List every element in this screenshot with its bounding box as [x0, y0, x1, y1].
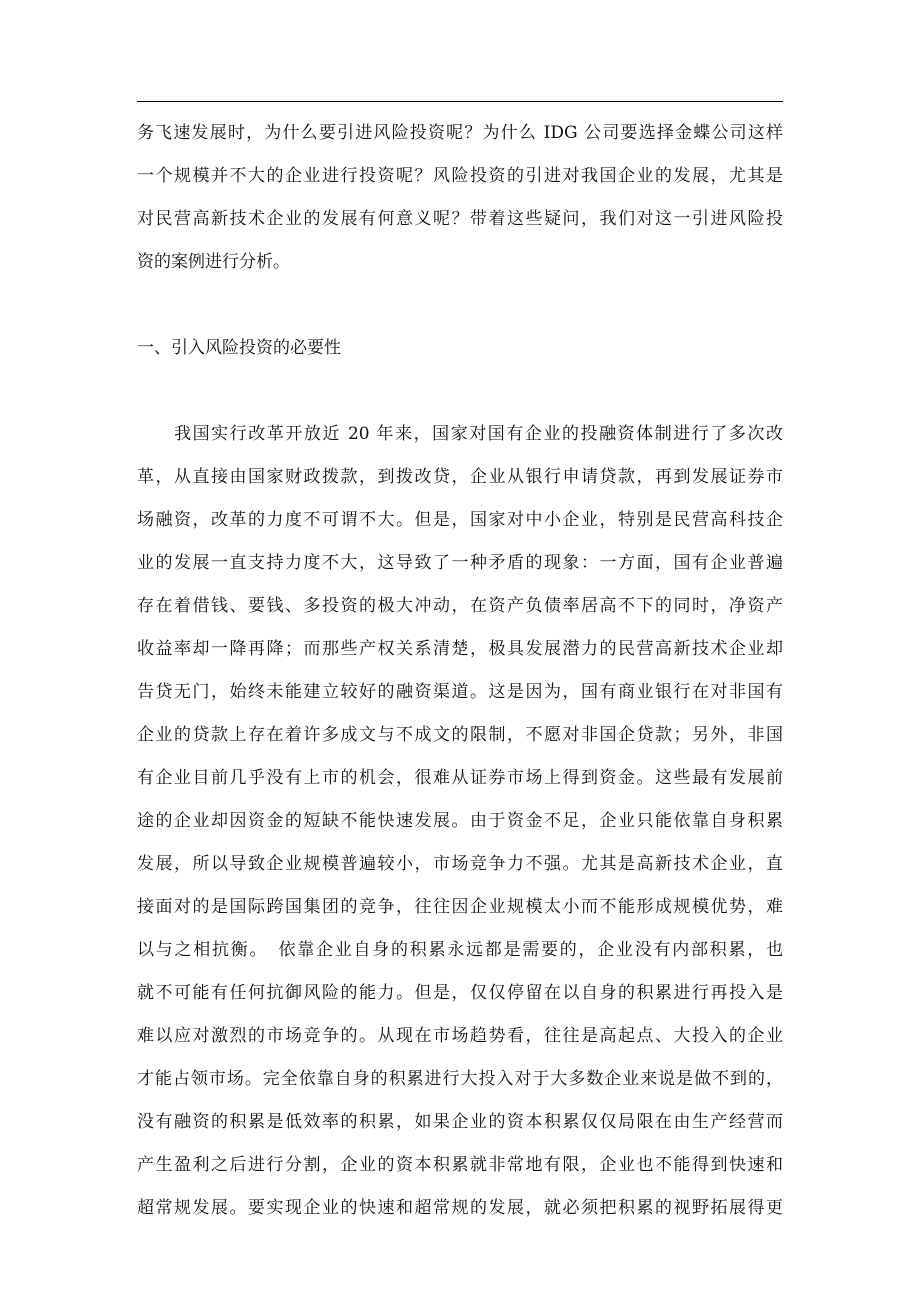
text-line: 业的发展一直支持力度不大，这导致了一种矛盾的现象：一方面，国有企业普遍	[137, 553, 783, 573]
text-line: 资的案例进行分析。	[137, 252, 290, 272]
text-line: 途的企业却因资金的短缺不能快速发展。由于资金不足，企业只能依靠自身积累	[137, 811, 783, 831]
text-line: 一个规模并不大的企业进行投资呢？风险投资的引进对我国企业的发展，尤其是	[137, 166, 783, 186]
text-line: 有企业目前几乎没有上市的机会，很难从证券市场上得到资金。这些最有发展前	[137, 768, 783, 788]
text-line: 革，从直接由国家财政拨款，到拨改贷，企业从银行申请贷款，再到发展证券市	[137, 467, 783, 487]
text-line: 企业的贷款上存在着许多成文与不成文的限制，不愿对非国企贷款；另外，非国	[137, 725, 783, 745]
paragraph-gap	[137, 370, 783, 413]
header-rule	[137, 101, 783, 102]
text-line: 场融资，改革的力度不可谓不大。但是，国家对中小企业，特别是民营高科技企	[137, 510, 783, 530]
text-line: 接面对的是国际跨国集团的竞争，往往因企业规模太小而不能形成规模优势，难	[137, 897, 783, 917]
text-line: 没有融资的积累是低效率的积累，如果企业的资本积累仅仅局限在由生产经营而	[137, 1112, 783, 1132]
section-heading: 一、引入风险投资的必要性	[137, 338, 341, 358]
body-paragraph	[137, 413, 783, 1230]
text-line: 超常规发展。要实现企业的快速和超常规的发展，就必须把积累的视野拓展得更	[137, 1198, 783, 1218]
intro-paragraph	[137, 112, 783, 284]
text-line: 收益率却一降再降；而那些产权关系清楚，极具发展潜力的民营高新技术企业却	[137, 639, 783, 659]
text-line: 产生盈利之后进行分割，企业的资本积累就非常地有限，企业也不能得到快速和	[137, 1155, 783, 1175]
text-line: 就不可能有任何抗御风险的能力。但是，仅仅停留在以自身的积累进行再投入是	[137, 983, 783, 1003]
text-line: 以与之相抗衡。 依靠企业自身的积累永远都是需要的，企业没有内部积累，也	[137, 940, 783, 960]
paragraph-gap	[137, 284, 783, 327]
text-line: 告贷无门，始终未能建立较好的融资渠道。这是因为，国有商业银行在对非国有	[137, 682, 783, 702]
text-line: 发展，所以导致企业规模普遍较小，市场竞争力不强。尤其是高新技术企业，直	[137, 854, 783, 874]
text-line: 才能占领市场。完全依靠自身的积累进行大投入对于大多数企业来说是做不到的，	[137, 1069, 783, 1089]
text-line: 难以应对激烈的市场竞争的。从现在市场趋势看，往往是高起点、大投入的企业	[137, 1026, 783, 1046]
text-line: 我国实行改革开放近 20 年来，国家对国有企业的投融资体制进行了多次改	[137, 424, 783, 444]
text-line: 务飞速发展时，为什么要引进风险投资呢？为什么 IDG 公司要选择金蝶公司这样	[137, 123, 783, 143]
document-body	[137, 112, 783, 1230]
text-line: 对民营高新技术企业的发展有何意义呢？带着这些疑问，我们对这一引进风险投	[137, 209, 783, 229]
text-line: 存在着借钱、要钱、多投资的极大冲动，在资产负债率居高不下的同时，净资产	[137, 596, 783, 616]
